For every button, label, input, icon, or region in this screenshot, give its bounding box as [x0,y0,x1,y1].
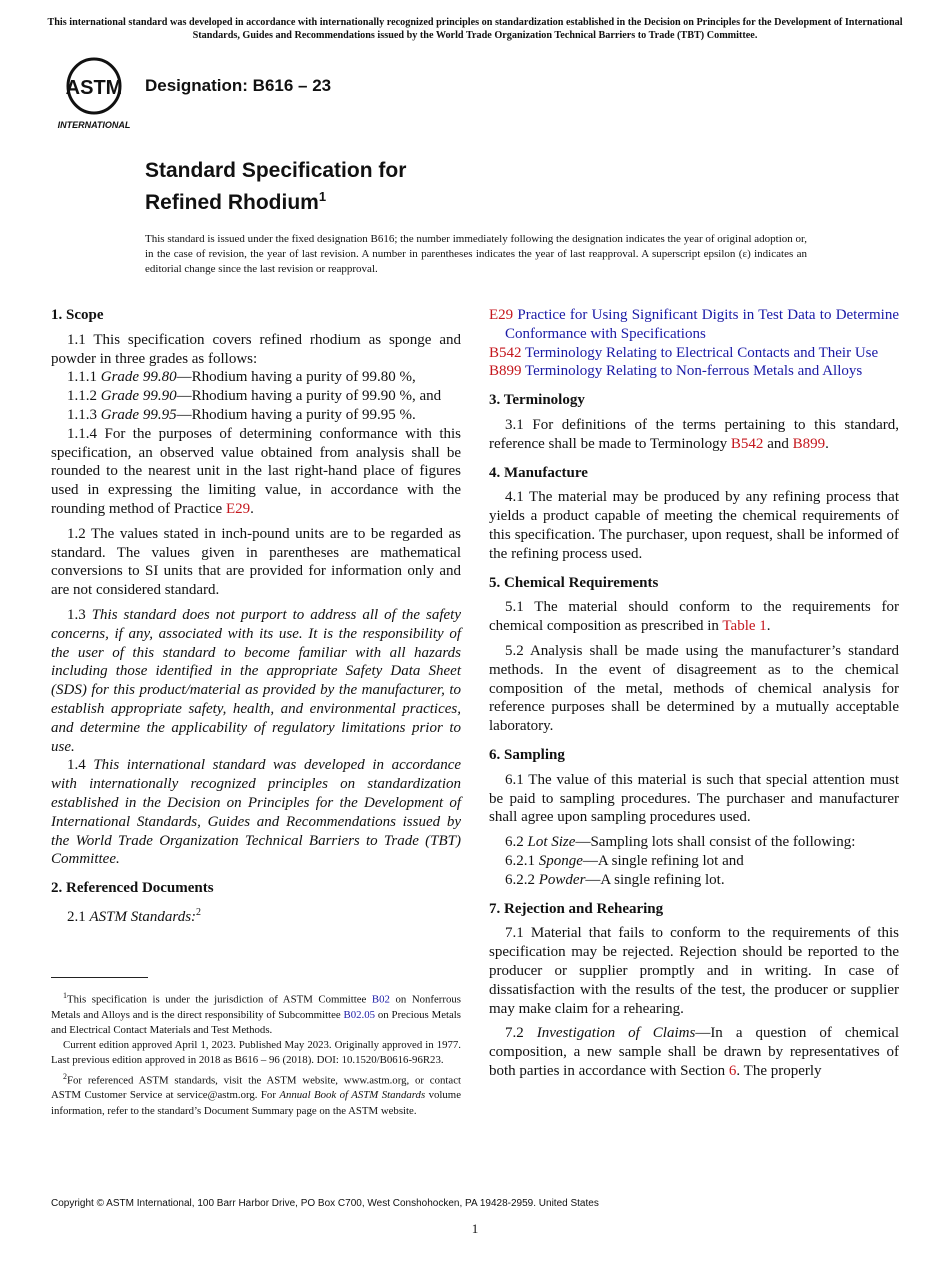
ref-b899[interactable]: B899 Terminology Relating to Non-ferrous Metals and Alloys [489,363,863,380]
para-1-1-2: 1.1.2 Grade 99.90—Rhodium having a purity of 99.90 %, and [67,388,442,405]
link-b02[interactable]: B02 [371,993,390,1006]
page-number: 1 [471,1221,479,1236]
para-4-1: 4.1 The material may be produced by any refining process that yields a product capable of meeting the chemical requirements of this specification. The purchaser, upon request, shall be informed of the refining process used. [489,489,899,562]
logo-subtext: INTERNATIONAL [57,120,131,130]
footnote-divider [51,977,148,978]
astm-logo-icon [52,56,136,132]
para-5-1: 5.1 The material should conform to the requirements for chemical composition as prescribed in Table 1. [489,599,899,635]
section-6-heading: 6. Sampling [489,746,565,763]
section-1-heading: 1. Scope [51,307,104,323]
logo-text: ASTM [65,77,123,99]
right-column [489,306,899,1087]
standard-note: This standard is issued under the fixed designation B616; the number immediately following the designation indicates the year of original adoption or, in the case of revision, the year of last revision. A number in parentheses indicates the year of last reapproval. A superscript epsilon (ε) indicates an editorial change since the last revision or reapproval. [145,233,807,275]
title-footnote-marker[interactable]: 1 [318,189,327,204]
para-1-1-4: 1.1.4 For the purposes of determining conformance with this specification, an observed value obtained from analysis shall be rounded to the nearest unit in the last right-hand place of figures used in expressing the limiting value, in accordance with the rounding method of Practice E29. [51,425,461,517]
link-b542[interactable]: B542 [730,435,764,452]
section-7-heading: 7. Rejection and Rehearing [489,900,664,917]
footnote-1-edition: Current edition approved April 1, 2023. Published May 2023. Originally approved in 1977. Last previous edition approved in 2018 as B616 – 96 (2018). DOI: 10.1520/B0616-96R23. [51,1039,461,1067]
para-1-4: 1.4 This international standard was developed in accordance with internationally recognized principles on standardization established in the Decision on Principles for the Development of International Standards, Guides and Recommendations issued by the World Trade Organization Technical Barriers to Trade (TBT) Committee. [51,757,462,868]
para-1-1-1: 1.1.1 Grade 99.80—Rhodium having a purity of 99.80 %, [67,369,416,386]
link-table-1[interactable]: Table 1 [722,618,767,635]
link-e29[interactable]: E29 [225,500,251,517]
para-1-1-3: 1.1.3 Grade 99.95—Rhodium having a purity of 99.95 %. [67,406,416,423]
footnotes [51,988,461,1119]
para-2-1: 2.1 ASTM Standards:$^2$ [67,906,202,925]
section-2-heading: 2. Referenced Documents [51,880,214,897]
header-note: This international standard was developed in accordance with internationally recognized principles on standardization established in the Decision on Principles for the Development of International Standards, Guides and Recommendations issued by the World Trade Organization Technical Barriers to Trade (TBT) Committee. [47,17,903,41]
para-6-2: 6.2 Lot Size—Sampling lots shall consist of the following: [505,834,856,851]
footnote-2: $^2$For referenced ASTM standards, visit the ASTM website, www.astm.org, or contact ASTM Customer Service at service@astm.org. For Annual Book of ASTM Standards volume information, refer to the standard’s Document Summary page on the ASTM website. [51,1071,461,1117]
para-1-3: 1.3 This standard does not purport to address all of the safety concerns, if any, associated with its use. It is the responsibility of the user of this standard to become familiar with all hazards including those identified in the appropriate Safety Data Sheet (SDS) for this product/material as provided by the manufacturer, to establish appropriate safety, health, and environmental practices, and determine the applicability of regulatory limitations prior to use. [51,606,462,755]
title-line-2: Refined Rhodium [145,191,319,214]
left-column [51,306,461,933]
section-4-heading: 4. Manufacture [489,464,588,481]
title-line-1: Standard Specification for [145,159,407,182]
para-1-1: 1.1 This specification covers refined rhodium as sponge and powder in three grades as follows: [51,331,461,367]
para-5-2: 5.2 Analysis shall be made using the manufacturer’s standard methods. In the event of disagreement as to the chemical composition of the metal, methods of chemical analysis for reference purposes shall be determined by a mutually acceptable laboratory. [489,642,899,735]
copyright: Copyright © ASTM International, 100 Barr Harbor Drive, PO Box C700, West Conshohocken, PA 19428-2959. United States [51,1198,599,1209]
link-section-6[interactable]: 6 [728,1062,737,1079]
para-6-2-1: 6.2.1 Sponge—A single refining lot and [505,852,744,869]
ref-b542[interactable]: B542 Terminology Relating to Electrical Contacts and Their Use [489,344,879,361]
section-3-heading: 3. Terminology [489,392,585,409]
para-1-2: 1.2 The values stated in inch-pound units are to be regarded as standard. The values given in parentheses are mathematical conversions to SI units that are provided for information only and are not considered standard. [51,525,461,599]
para-7-1: 7.1 Material that fails to conform to the requirements of this specification may be rejected. Rejection should be reported to the producer or supplier promptly and in writing. In case of dissatisfaction with the results of the test, the producer or supplier may make claim for a rehearing. [489,925,899,1017]
para-6-2-2: 6.2.2 Powder—A single refining lot. [505,871,725,888]
page-title [145,158,406,216]
para-6-1: 6.1 The value of this material is such that special attention must be paid to sampling procedures. The purchaser and manufacturer shall agree upon sampling procedures used. [489,771,899,826]
para-7-2: 7.2 Investigation of Claims—In a question of chemical composition, a new sample shall be drawn by representatives of both parties in accordance with Section 6. The properly [489,1025,899,1079]
ref-e29[interactable]: E29 Practice for Using Significant Digits in Test Data to Determine Conformance with Specifications [489,307,899,342]
link-b899[interactable]: B899 [792,435,826,452]
section-5-heading: 5. Chemical Requirements [489,574,659,591]
para-3-1: 3.1 For definitions of the terms pertaining to this standard, reference shall be made to Terminology B542 and B899. [489,416,899,452]
designation: Designation: B616 – 23 [145,76,332,95]
link-b02-05[interactable]: B02.05 [343,1008,376,1021]
footnote-1: $^1$This specification is under the jurisdiction of ASTM Committee B02 on Nonferrous Metals and Alloys and is the direct responsibility of Subcommittee B02.05 on Precious Metals and Electrical Contact Materials and Test Methods. [51,991,461,1036]
